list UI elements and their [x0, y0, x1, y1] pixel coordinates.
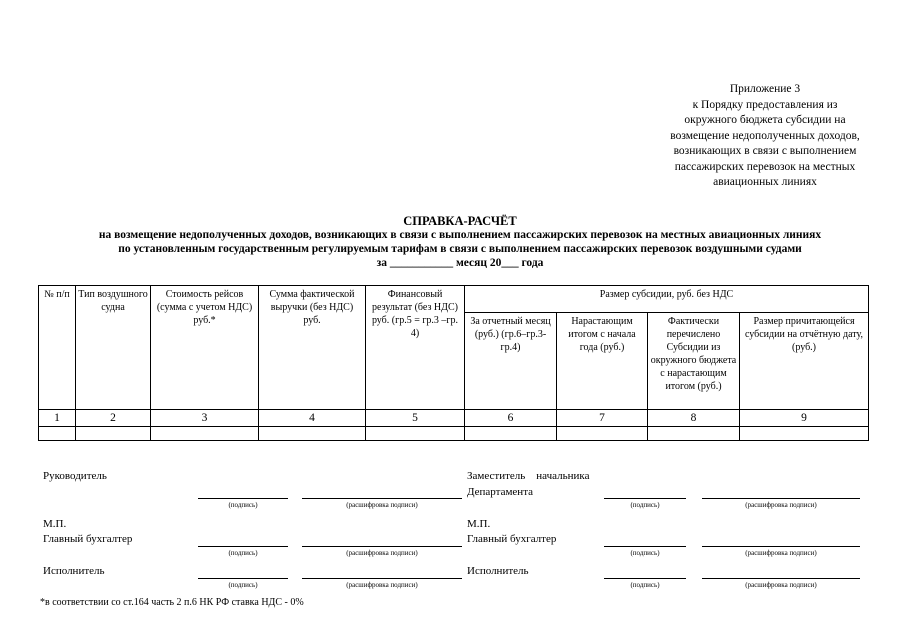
header-cell-subsidy: Размер субсидии, руб. без НДС	[465, 286, 869, 313]
signature-caption: (подпись)	[228, 581, 258, 589]
chief-accountant-label: Главный бухгалтер	[43, 533, 133, 545]
column-number: 5	[366, 410, 465, 427]
signature-line	[604, 498, 686, 499]
stamp-label: М.П.	[43, 518, 67, 530]
column-number: 6	[465, 410, 557, 427]
decode-caption: (расшифровка подписи)	[745, 549, 817, 557]
subheader-cell-transferred: Фактически перечислено Субсидии из окружного бюджета с нарастающим итогом (руб.)	[648, 313, 740, 410]
appendix-line: пассажирских перевозок на местных	[674, 160, 856, 173]
appendix-line: Приложение 3	[729, 83, 801, 95]
decode-line	[702, 498, 860, 499]
empty-cell	[151, 427, 259, 441]
signature-line	[198, 498, 288, 499]
signature-line	[604, 546, 686, 547]
appendix-line: авиационных линиях	[713, 176, 817, 188]
signature-line	[198, 578, 288, 579]
appendix-block	[640, 82, 890, 191]
decode-line	[702, 578, 860, 579]
decode-caption: (расшифровка подписи)	[745, 581, 817, 589]
calculation-table	[38, 285, 869, 441]
signature-caption: (подпись)	[630, 549, 660, 557]
decode-line	[302, 498, 462, 499]
appendix-line: к Порядку предоставления из	[692, 98, 838, 111]
column-number: 3	[151, 410, 259, 427]
empty-cell	[557, 427, 648, 441]
column-number: 4	[259, 410, 366, 427]
empty-cell	[76, 427, 151, 441]
document-title: СПРАВКА-РАСЧЁТ	[403, 214, 517, 228]
header-cell-aircraft-type: Тип воздушного судна	[76, 286, 151, 410]
signature-line	[198, 546, 288, 547]
decode-caption: (расшифровка подписи)	[346, 549, 418, 557]
subheader-cell-cumulative: Нарастающим итогом с начала года (руб.)	[557, 313, 648, 410]
subheader-cell-month: За отчетный месяц (руб.) (гр.6–гр.3-гр.4)	[465, 313, 557, 410]
empty-cell	[740, 427, 869, 441]
chief-accountant-label: Главный бухгалтер	[467, 533, 557, 545]
decode-caption: (расшифровка подписи)	[346, 501, 418, 509]
deputy-label: Заместитель начальника	[467, 470, 590, 482]
stamp-label: М.П.	[467, 518, 491, 530]
executor-label: Исполнитель	[43, 565, 105, 577]
appendix-line: возникающих в связи с выполнением	[673, 145, 857, 157]
column-number: 7	[557, 410, 648, 427]
decode-line	[302, 546, 462, 547]
signature-caption: (подпись)	[630, 501, 660, 509]
footnote: *в соответствии со ст.164 часть 2 п.6 НК РФ ставка НДС - 0%	[40, 597, 304, 608]
column-number: 1	[39, 410, 76, 427]
header-cell-flight-cost: Стоимость рейсов (сумма с учетом НДС) руб.*	[151, 286, 259, 410]
department-label: Департамента	[467, 486, 534, 498]
decode-line	[302, 578, 462, 579]
signature-caption: (подпись)	[228, 501, 258, 509]
header-cell-no: № п/п	[39, 286, 76, 410]
decode-caption: (расшифровка подписи)	[346, 581, 418, 589]
empty-cell	[465, 427, 557, 441]
empty-cell	[648, 427, 740, 441]
head-label: Руководитель	[43, 470, 107, 482]
table-row	[39, 427, 869, 441]
header-cell-financial-result: Финансовый результат (без НДС) руб. (гр.5 = гр.3 –гр. 4)	[366, 286, 465, 410]
signature-line	[604, 578, 686, 579]
signature-caption: (подпись)	[630, 581, 660, 589]
appendix-line: возмещение недополученных доходов,	[670, 129, 860, 142]
decode-line	[702, 546, 860, 547]
column-number: 8	[648, 410, 740, 427]
header-cell-actual-revenue: Сумма фактической выручки (без НДС) руб.	[259, 286, 366, 410]
heading-line-2: по установленным государственным регулируемым тарифам в связи с выполнением пассажирских перевозок воздушными судами	[118, 243, 802, 255]
signature-caption: (подпись)	[228, 549, 258, 557]
subheader-cell-due: Размер причитающейся субсидии на отчётную дату, (руб.)	[740, 313, 869, 410]
decode-caption: (расшифровка подписи)	[745, 501, 817, 509]
empty-cell	[259, 427, 366, 441]
heading-line-1: на возмещение недополученных доходов, возникающих в связи с выполнением пассажирских перевозок на местных авиационных линиях	[98, 229, 822, 241]
document-heading	[20, 214, 900, 270]
column-number: 9	[740, 410, 869, 427]
appendix-line: окружного бюджета субсидии на	[684, 114, 846, 126]
heading-line-3: за ___________ месяц 20___ года	[376, 257, 544, 269]
empty-cell	[366, 427, 465, 441]
column-number: 2	[76, 410, 151, 427]
executor-label: Исполнитель	[467, 565, 529, 577]
empty-cell	[39, 427, 76, 441]
